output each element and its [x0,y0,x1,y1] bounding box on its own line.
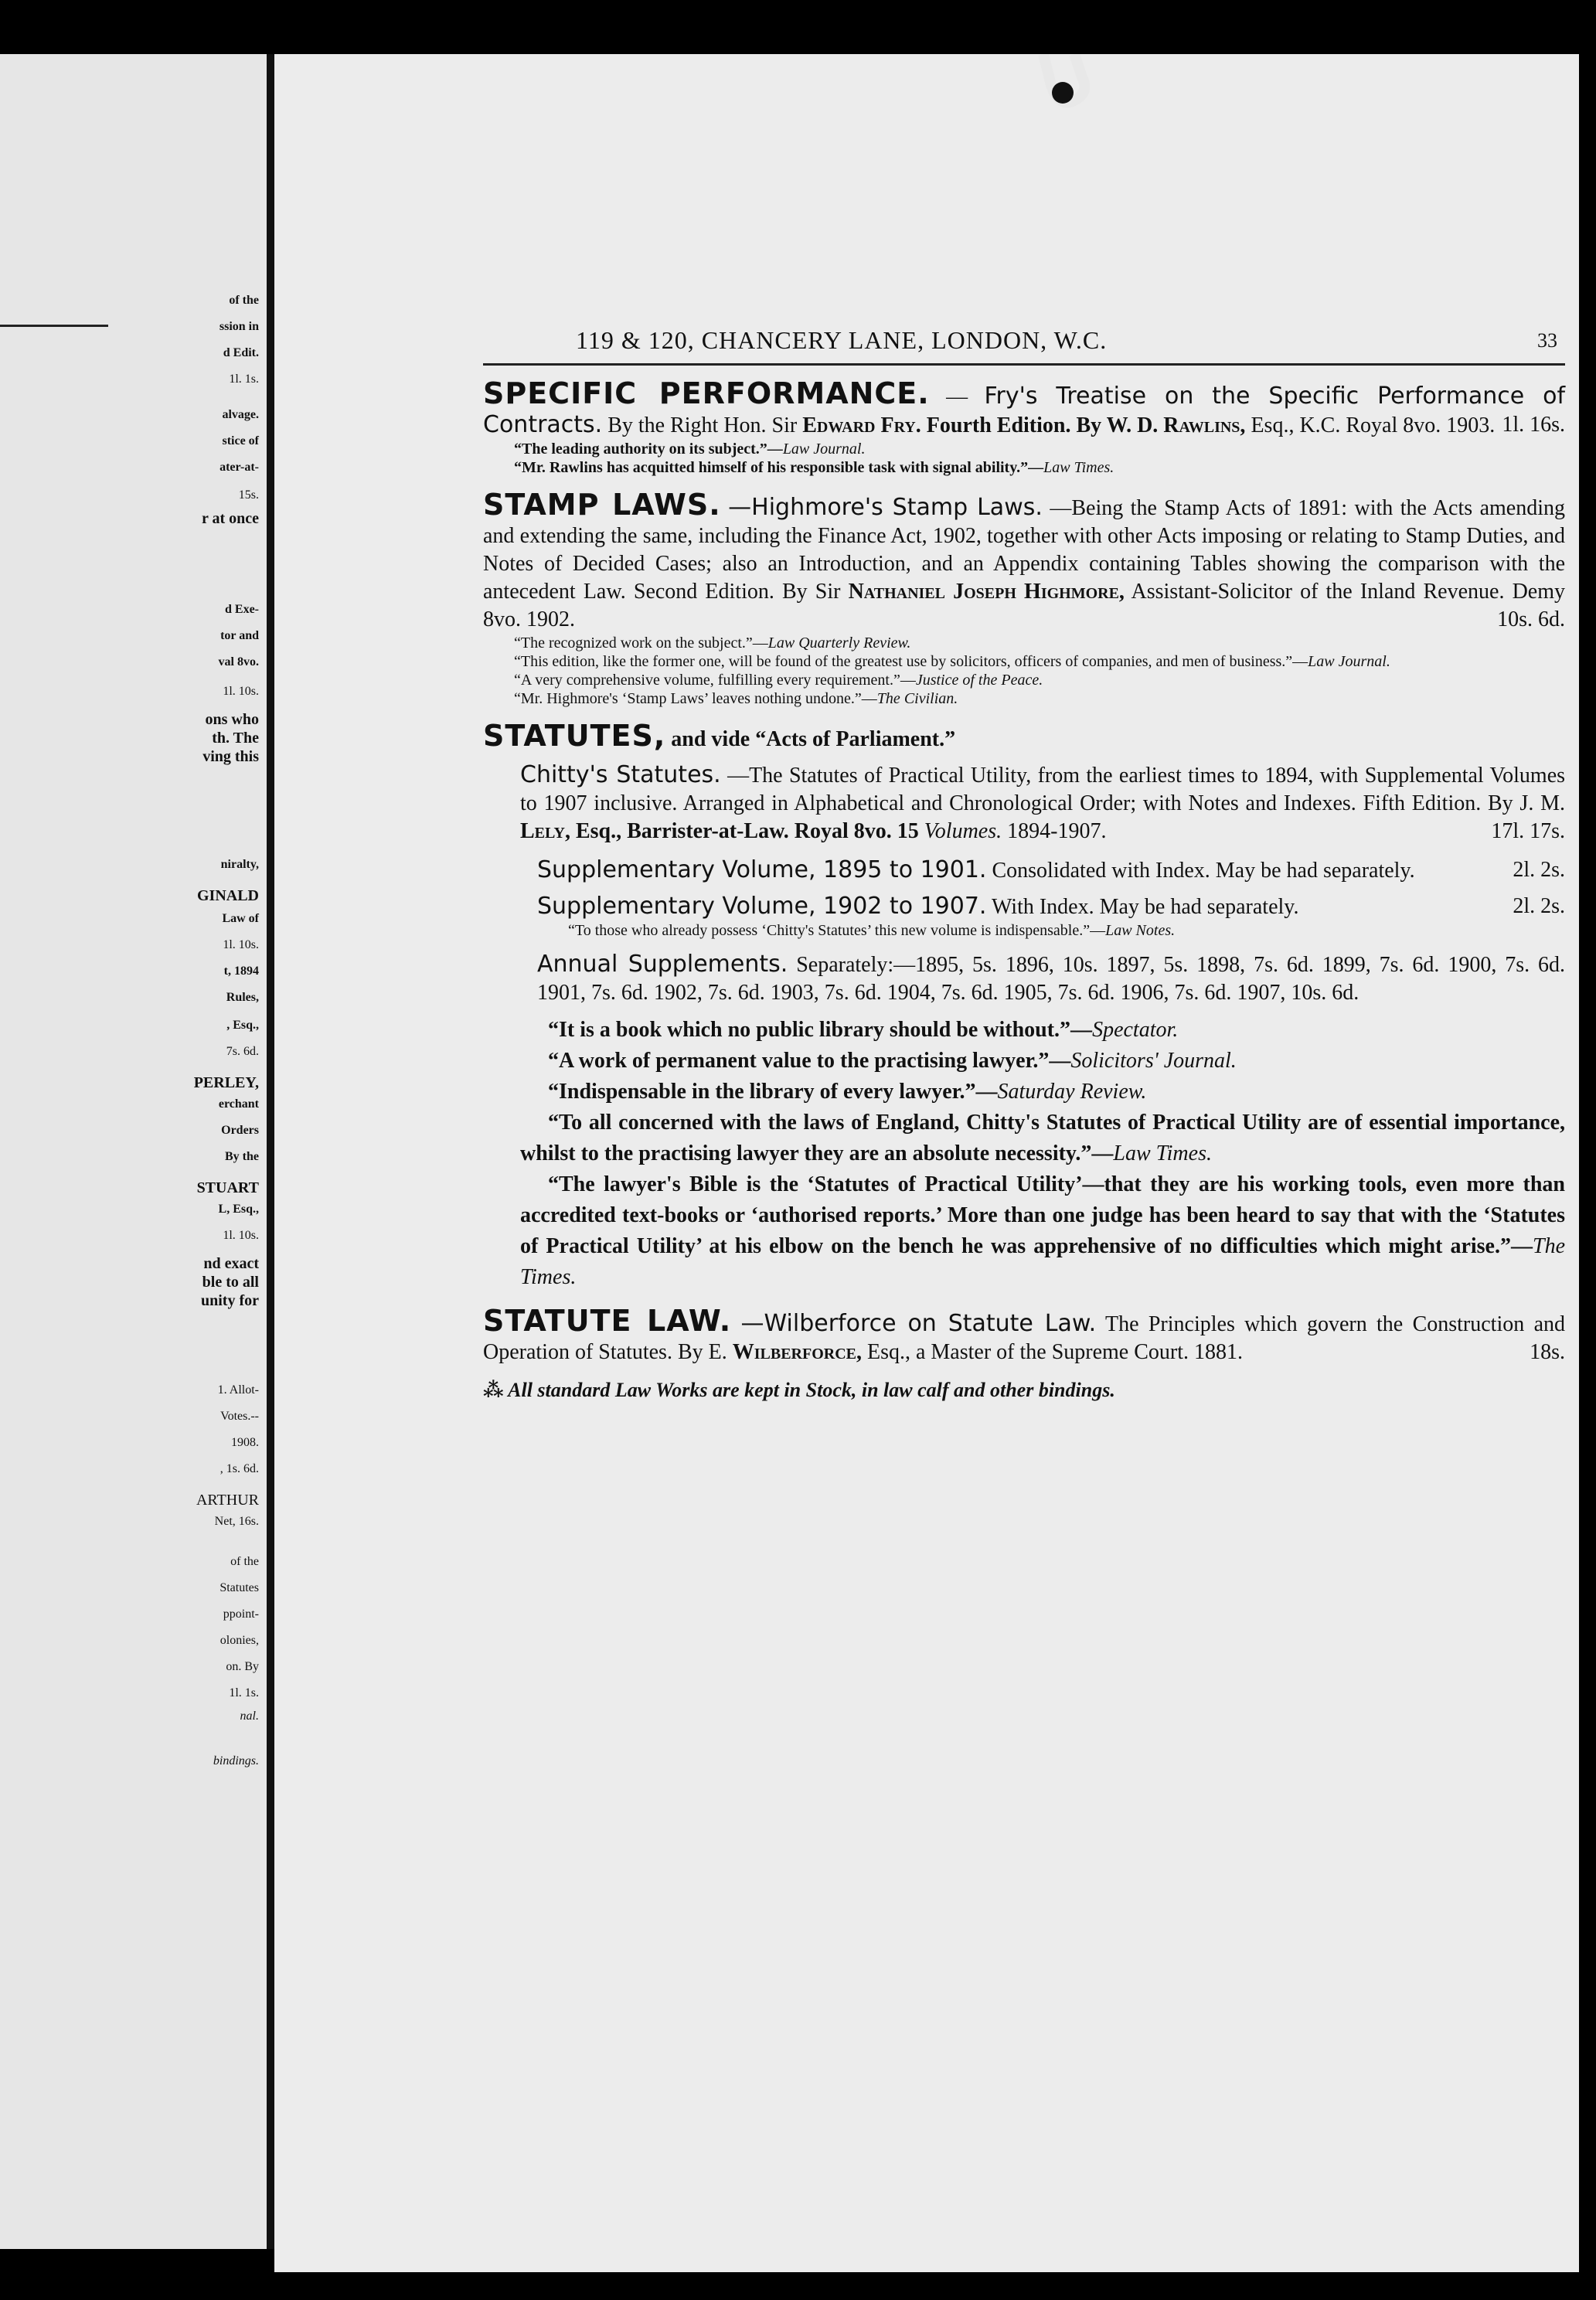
left-page-line: Rules, [226,991,259,1004]
left-page-line: By the [225,1150,259,1163]
entry-title: Supplementary Volume, 1895 to 1901. [537,856,987,883]
entry-body: —Being the Stamp Acts of 1891: with the Acts amending and extending the same, including the Finance Act, 1902, together with other Acts imposing or relating to Stamp Duties, and Notes of Decided Cases; also an Introduction, and an Appendix containing Tables showing the comparison with the antecedent Law. Second Edition. By Sir [483,496,1565,604]
annual-supplements [537,951,1565,1007]
left-page-line: 1l. 10s. [223,938,259,951]
left-page-fragment [0,54,267,2249]
left-page-line: L, Esq., [218,1203,259,1216]
left-page-line: unity for [201,1292,259,1309]
entry-body: Consolidated with Index. May be had separately. [992,859,1415,883]
quote-source: Law Notes. [1105,922,1176,939]
left-page-line: Law of [222,912,259,925]
left-page-line: Orders [221,1124,259,1137]
left-page-line: GINALD [196,887,259,904]
left-page-line: stice of [222,434,259,447]
entry-body: —The Statutes of Practical Utility, from the earliest times to 1894, with Supplemental Volumes to 1907 inclusive. Arranged in Alphabetical and Chronological Order; with Notes and Indexes. Fifth Edition. By J. M. [520,764,1566,815]
entry-vide: and vide “Acts of Parliament.” [671,727,956,751]
entry-heading: STAMP LAWS. [483,488,721,522]
left-page-line: 1l. 1s. [229,373,259,386]
left-page-line: , Esq., [226,1019,259,1032]
entry-body: Esq., Barrister-at-Law. Royal 8vo. 15 [575,819,919,843]
entry-price: 2l. 2s. [1513,858,1565,882]
entry-editor: Rawlins, [1163,413,1246,437]
left-page-line: alvage. [222,408,259,421]
left-page-line: STUART [196,1179,259,1196]
entry-title: Chitty's Statutes. [520,761,721,788]
left-page-line: 15s. [238,488,259,502]
quote-text: “Indispensable in the library of every lawyer.”— [548,1080,998,1104]
left-page-line: d Edit. [223,346,259,359]
entry-author: Lely, [520,819,570,843]
review-quote [520,1169,1565,1293]
quote-text: “To all concerned with the laws of England, Chitty's Statutes of Practical Utility are of essential importance, whilst to the practising lawyer they are an absolute necessity.”— [520,1111,1565,1165]
entry-specific-performance [483,376,1566,477]
entry-body: Esq., K.C. Royal 8vo. 1903. [1251,413,1496,437]
review-quote [520,1015,1565,1046]
quote-text: “It is a book which no public library should be without.”— [548,1018,1093,1042]
left-page-line: Net, 16s. [214,1515,259,1528]
quote-source: Law Journal. [782,441,866,458]
left-page-line: ater-at- [219,461,259,474]
main-page [274,54,1579,2272]
entry-price: 2l. 2s. [1513,894,1565,918]
entry-body: By the Right Hon. Sir [607,413,798,437]
left-page-line: ARTHUR [196,1492,259,1509]
entry-body: 1894-1907. [1007,819,1107,843]
left-page-line: Votes.-- [220,1410,259,1423]
left-page-line: niralty, [220,858,259,871]
entry-body: Esq., a Master of the Supreme Court. 1881. [866,1340,1244,1364]
entry-author: Wilberforce, [732,1340,862,1364]
entry-body: With Index. May be had separately. [991,895,1299,919]
left-page-line: nd exact [203,1255,259,1272]
quote-source: Law Journal. [1308,653,1390,670]
left-page-line: 1l. 10s. [223,1229,259,1242]
entry-statute-law [483,1304,1565,1366]
left-page-line: bindings. [213,1754,259,1768]
left-page-line: tor and [220,629,259,642]
left-page-line: of the [230,1555,259,1568]
footer-note [483,1379,1565,1402]
quote-text: “Mr. Rawlins has acquitted himself of his responsible task with signal ability.”— [514,459,1044,476]
review-quote [520,1046,1565,1077]
entry-title: —Highmore's Stamp Laws. [728,494,1043,521]
left-page-line: ons who [205,711,259,728]
review-quote [520,1107,1565,1169]
left-page-line: 7s. 6d. [226,1045,259,1058]
entry-heading: STATUTE LAW. [483,1304,732,1338]
left-page-line: , 1s. 6d. [219,1462,259,1475]
quote-source: Law Quarterly Review. [767,635,911,652]
left-page-line: Statutes [219,1581,259,1594]
left-page-line: val 8vo. [218,655,259,669]
left-page-line: ble to all [202,1274,259,1291]
left-page-line: nal. [240,1710,259,1723]
quote-text: “This edition, like the former one, will be found of the greatest use by solicitors, officers of companies, and men of business.”— [514,653,1308,670]
quote-source: The Times. [520,1234,1565,1289]
entry-body: Volumes. [924,819,1002,843]
footer-note-text: All standard Law Works are kept in Stock, in law calf and other bindings. [508,1379,1115,1401]
left-page-line: 1. Allot- [217,1383,259,1397]
left-page-line: 1l. 10s. [223,685,259,698]
left-page-line: th. The [212,730,259,747]
running-header [483,317,1565,366]
quote-text: “To those who already possess ‘Chitty's Statutes’ this new volume is indispensable.”— [568,922,1106,939]
left-page-line: on. By [226,1660,259,1673]
quote-source: Law Times. [1113,1141,1212,1165]
entry-title: —Wilberforce on Statute Law. [740,1310,1097,1337]
catalogue-content [483,317,1565,1402]
entry-body: The Principles which govern the Construction and Operation of Statutes. By E. [483,1312,1565,1364]
entry-price: 1l. 16s. [1502,413,1565,437]
quote-text: “Mr. Highmore's ‘Stamp Laws’ leaves nothing undone.”— [514,690,877,707]
left-page-line: of the [229,294,259,307]
entry-body: Separately:—1895, 5s. 1896, 10s. 1897, 5s. 1898, 7s. 6d. 1899, 7s. 6d. 1900, 7s. 6d. 1901, 7s. 6d. 1902, 7s. 6d. 1903, 7s. 6d. 1904, 7s. 6d. 1905, 7s. 6d. 1906, 7s. 6d. 1907, 10s. 6d. [537,953,1566,1005]
chitty-statutes [520,761,1565,845]
entry-body: Fourth Edition. By W. D. [926,413,1159,437]
entry-stamp-laws [483,488,1565,708]
left-page-line: ssion in [219,320,259,333]
supplementary-volume-2 [537,893,1565,940]
page-number: 33 [1537,329,1557,352]
entry-price: 17l. 17s. [1491,819,1565,843]
dash: — [946,385,968,409]
entry-title: Supplementary Volume, 1902 to 1907. [537,893,987,920]
supplementary-volume-1 [537,856,1565,885]
left-page-line: erchant [218,1097,259,1111]
entry-heading: STATUTES, [483,719,666,753]
review-quote [514,440,1565,477]
left-page-line: olonies, [219,1634,259,1647]
quote-source: Law Times. [1043,459,1114,476]
quote-source: The Civilian. [876,690,958,707]
entry-heading: SPECIFIC PERFORMANCE. [483,376,930,410]
left-page-line: PERLEY, [193,1074,259,1091]
quote-text: “The leading authority on its subject.”— [514,441,783,458]
entry-author: Nathaniel Joseph Highmore, [848,580,1125,604]
left-page-line: 1l. 1s. [229,1686,259,1699]
left-page-rule [0,325,108,327]
paper-clip-icon [1028,54,1113,124]
page-gutter [267,54,274,2249]
left-page-line: t, 1894 [223,965,259,978]
left-page-line: ving this [202,748,259,765]
entry-body: Assistant-Solicitor of the Inland Revenue. Demy 8vo. 1902. [483,580,1565,631]
review-quote [568,921,1565,940]
entry-title: Fry's Treatise on the Specific Performance of Contracts. [483,383,1566,438]
quote-source: Saturday Review. [997,1080,1147,1104]
left-page-line: ppoint- [223,1608,259,1621]
quote-text: “A work of permanent value to the practising lawyer.”— [548,1049,1071,1073]
entry-price: 18s. [1530,1340,1565,1364]
left-page-line: 1908. [231,1436,259,1449]
entry-statutes [483,719,1566,1293]
quote-text: “The recognized work on the subject.”— [514,635,768,652]
left-page-line: r at once [201,510,259,527]
quote-text: “The lawyer's Bible is the ‘Statutes of Practical Utility’—that they are his working tools, even more than accredited text-books or ‘authorised reports.’ More than one judge has been heard to say that with the ‘Statutes of Practical Utility’ at his elbow on the bench he was apprehensive of no difficulties which might arise.”— [520,1172,1565,1258]
header-address: 119 & 120, CHANCERY LANE, LONDON, W.C. [576,326,1108,354]
entry-price: 10s. 6d. [1497,607,1565,631]
left-page-line: d Exe- [225,603,259,616]
review-quote [514,634,1565,708]
quote-source: Solicitors' Journal. [1070,1049,1237,1073]
quote-source: Spectator. [1092,1018,1179,1042]
quote-text: “A very comprehensive volume, fulfilling every requirement.”— [514,672,916,689]
entry-author: Edward Fry. [802,413,921,437]
review-quote [520,1077,1565,1107]
quote-source: Justice of the Peace. [915,672,1043,689]
asterism-icon: ⁂ [483,1379,509,1401]
entry-title: Annual Supplements. [537,951,788,978]
